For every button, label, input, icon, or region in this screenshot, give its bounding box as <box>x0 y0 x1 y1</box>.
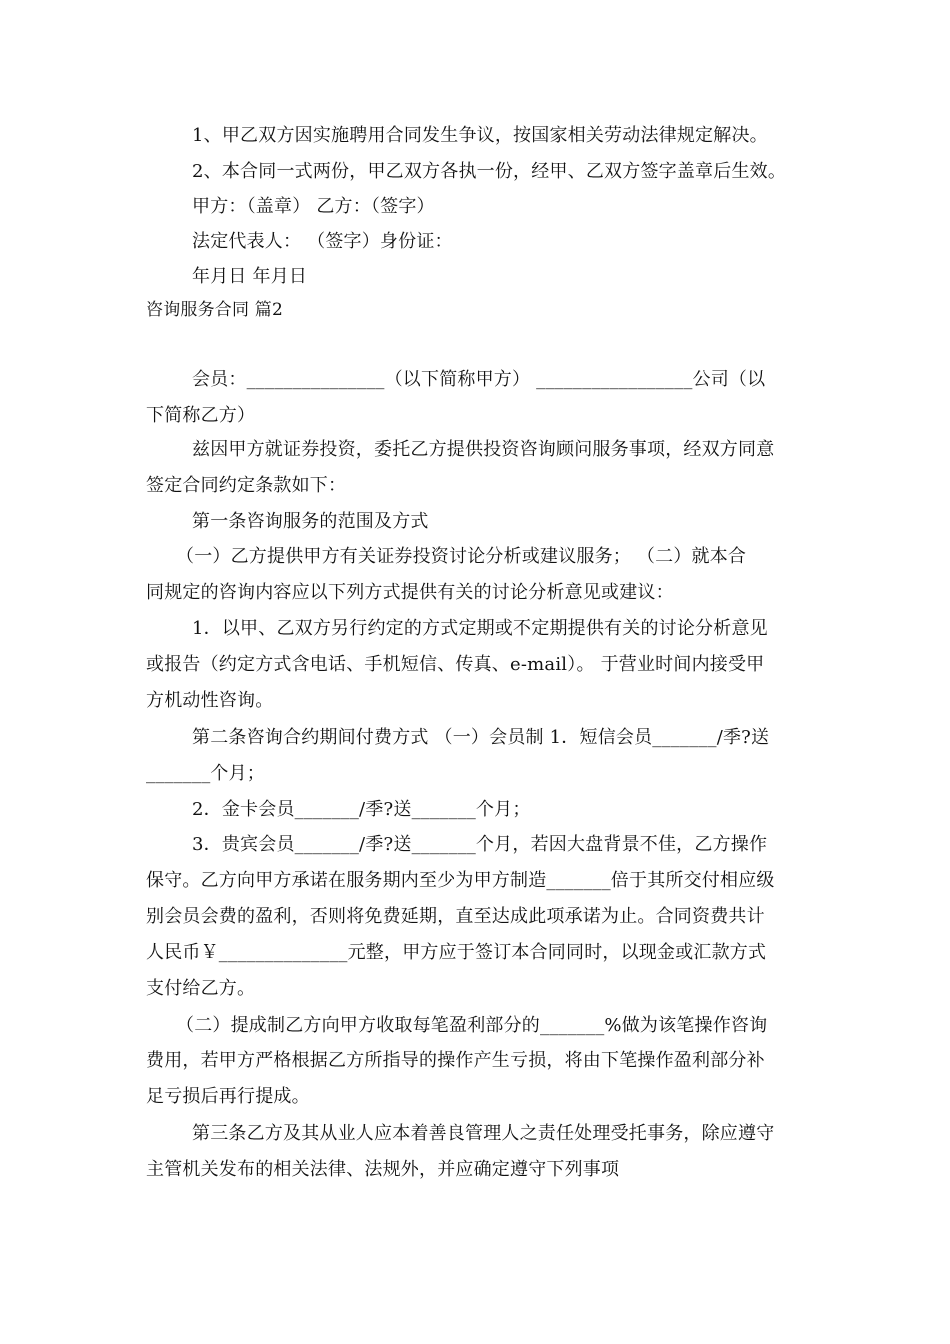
article-heading: 第二条咨询合约期间付费方式 （一）会员制 1．短信会员_______/季?送 <box>192 727 770 748</box>
body-line: 下简称乙方） <box>146 405 256 426</box>
section-title: 咨询服务合同 篇2 <box>146 300 284 320</box>
body-line: 1．以甲、乙双方另行约定的方式定期或不定期提供有关的讨论分析意见 <box>192 618 768 639</box>
body-line: 或报告（约定方式含电话、手机短信、传真、e-mail）。 于营业时间内接受甲 <box>146 654 765 675</box>
body-line: （一）乙方提供甲方有关证券投资讨论分析或建议服务； （二）就本合 <box>176 546 747 567</box>
body-line: 足亏损后再行提成。 <box>146 1086 310 1107</box>
clause-2: 2、本合同一式两份，甲乙双方各执一份，经甲、乙双方签字盖章后生效。 <box>192 161 787 182</box>
body-line: 人民币￥______________元整，甲方应于签订本合同同时，以现金或汇款方式 <box>146 942 767 963</box>
body-line: 主管机关发布的相关法律、法规外，并应确定遵守下列事项 <box>146 1159 620 1180</box>
body-line: 兹因甲方就证券投资，委托乙方提供投资咨询顾问服务事项，经双方同意 <box>192 439 775 460</box>
signature-parties: 甲方：（盖章） 乙方：（签字） <box>192 196 435 217</box>
body-line: 同规定的咨询内容应以下列方式提供有关的讨论分析意见或建议： <box>146 582 674 603</box>
body-line: 别会员会费的盈利，否则将免费延期，直至达成此项承诺为止。合同资费共计 <box>146 906 765 927</box>
body-line: （二）提成制乙方向甲方收取每笔盈利部分的_______%做为该笔操作咨询 <box>176 1015 768 1036</box>
body-line: _______个月； <box>146 763 265 784</box>
body-line: 保守。乙方向甲方承诺在服务期内至少为甲方制造_______倍于其所交付相应级 <box>146 870 775 891</box>
body-line: 签定合同约定条款如下： <box>146 475 347 496</box>
signature-representative: 法定代表人： （签字）身份证： <box>192 231 453 252</box>
body-line: 2．金卡会员_______/季?送_______个月； <box>192 799 531 820</box>
body-line: 支付给乙方。 <box>146 978 256 999</box>
article-heading: 第一条咨询服务的范围及方式 <box>192 511 429 532</box>
body-line: 3．贵宾会员_______/季?送_______个月，若因大盘背景不佳，乙方操作 <box>192 834 768 855</box>
article-heading: 第三条乙方及其从业人应本着善良管理人之责任处理受托事务，除应遵守 <box>192 1123 775 1144</box>
signature-dates: 年月日 年月日 <box>192 266 308 287</box>
body-line: 会员：_______________（以下简称甲方） _________________公司（以 <box>192 369 766 390</box>
body-line: 费用，若甲方严格根据乙方所指导的操作产生亏损，将由下笔操作盈利部分补 <box>146 1050 765 1071</box>
body-line: 方机动性咨询。 <box>146 690 274 711</box>
clause-1: 1、甲乙双方因实施聘用合同发生争议，按国家相关劳动法律规定解决。 <box>192 125 768 146</box>
